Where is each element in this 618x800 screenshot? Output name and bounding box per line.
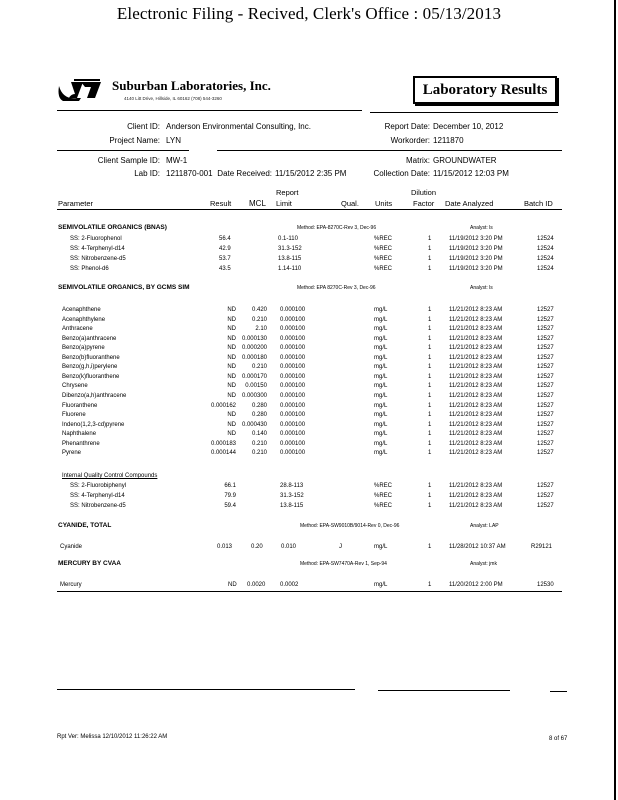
table-row [0, 403, 618, 413]
cell-parameter: Acenaphthylene [62, 316, 106, 323]
cell-parameter: Benzo(a)pyrene [62, 345, 105, 352]
cell-mcl: 0.280 [251, 412, 267, 419]
cell-parameter: Benzo(b)fluoranthene [62, 354, 120, 361]
cell-mcl: 0.00150 [245, 383, 267, 390]
cell-units: mg/L [374, 307, 388, 313]
cell-date: 11/21/2012 8:23 AM [449, 345, 503, 352]
cell-result: ND [227, 316, 236, 323]
client-sample-id-value: MW-1 [166, 156, 188, 165]
table-row [0, 393, 618, 403]
table-row [0, 441, 618, 451]
company-address: 4140 Litt Drive, Hillside, IL 60162 (708) 544-3260 [124, 96, 222, 101]
report-version: Rpt Ver: Melissa 12/10/2012 11:26:22 AM [57, 734, 168, 740]
col-mcl: MCL [249, 199, 266, 208]
cell-dil: 1 [428, 450, 432, 457]
cell-batch: 12527 [537, 412, 554, 419]
cell-units: mg/L [374, 421, 388, 428]
col-dilution-top: Dilution [411, 188, 437, 197]
table-row: SS: 2-Fluorophenol 56.4 0.1-110 %REC 1 11/19/2012 3:20 PM 12524 [70, 236, 554, 242]
cell-batch: 12527 [537, 345, 554, 352]
cell-units: mg/L [374, 440, 388, 447]
cell-dil: 1 [428, 503, 432, 509]
cell-parameter: Acenaphthene [62, 307, 101, 313]
cell-parameter: SS: 2-Fluorobiphenyl [70, 483, 127, 489]
table-row [0, 503, 618, 513]
cell-dil: 1 [428, 392, 432, 399]
section-title: MERCURY BY CVAA [58, 560, 121, 567]
section-header [0, 522, 618, 532]
cell-result: 0.000144 [210, 450, 236, 457]
cell-result: ND [227, 345, 236, 352]
cell-result: ND [227, 412, 236, 419]
cell-result: ND [227, 326, 236, 333]
table-end-rule [57, 591, 562, 592]
col-limit: Limit [276, 199, 292, 208]
cell-limit: 13.8-115 [280, 503, 304, 509]
table-row [0, 307, 618, 317]
page-number: 8 of 67 [549, 736, 568, 742]
cell-date: 11/21/2012 8:23 AM [449, 307, 503, 313]
cell-date: 11/21/2012 8:23 AM [449, 421, 503, 428]
cell-date: 11/21/2012 8:23 AM [449, 354, 503, 361]
info-rule [57, 150, 189, 151]
cell-mcl: 0.280 [251, 402, 267, 409]
cell-units: mg/L [374, 431, 388, 438]
cell-units: mg/L [374, 316, 388, 323]
report-date-label: Report Date: [384, 122, 430, 131]
cell-mcl: 0.210 [251, 316, 267, 323]
cell-mcl: 0.210 [251, 364, 267, 371]
col-date-analyzed: Date Analyzed [445, 199, 494, 208]
table-row [0, 383, 618, 393]
cell-batch: 12527 [537, 450, 554, 457]
cell-result: 0.000183 [210, 440, 236, 447]
cell-date: 11/21/2012 8:23 AM [449, 412, 503, 419]
header-rule-2 [370, 112, 558, 113]
cell-date: 11/21/2012 8:23 AM [449, 335, 503, 342]
table-row [0, 374, 618, 384]
cell-parameter: Benzo(a)anthracene [62, 335, 117, 342]
collection-date-value: 11/15/2012 12:03 PM [433, 169, 509, 178]
client-sample-id-label: Client Sample ID: [97, 156, 160, 165]
cell-batch: 12527 [537, 364, 554, 371]
cell-result: ND [227, 335, 236, 342]
cell-batch: 12527 [537, 354, 554, 361]
col-parameter: Parameter [58, 199, 94, 208]
project-name-label: Project Name: [109, 136, 160, 145]
project-name-value: LYN [166, 136, 181, 145]
cell-batch: 12527 [537, 493, 554, 499]
cell-dil: 1 [428, 335, 432, 342]
cell-limit: 0.000100 [280, 345, 306, 352]
cell-batch: 12527 [537, 421, 554, 428]
section-header [0, 560, 618, 570]
col-report-top: Report [276, 188, 299, 197]
cell-result: 59.4 [224, 503, 236, 509]
section-analyst: Analyst: ls [470, 225, 493, 231]
cell-batch: 12527 [537, 316, 554, 323]
cell-units: %REC [374, 503, 393, 509]
cell-limit: 0.000100 [280, 326, 306, 333]
cell-mcl: 2.10 [255, 326, 267, 333]
filing-stamp: Electronic Filing - Recived, Clerk's Office : 05/13/2013 [116, 4, 502, 23]
cell-result: 79.9 [224, 493, 236, 499]
cell-parameter: Fluorene [62, 412, 86, 419]
cell-dil: 1 [428, 364, 432, 371]
cell-mcl: 0.210 [251, 440, 267, 447]
cell-units: mg/L [374, 383, 388, 390]
cell-parameter: Dibenzo(a,h)anthracene [62, 392, 127, 399]
cell-limit: 0.000100 [280, 316, 306, 323]
cell-dil: 1 [428, 354, 432, 361]
client-id-value: Anderson Environmental Consulting, Inc. [166, 122, 311, 131]
col-qual: Qual. [341, 199, 359, 208]
cell-units: mg/L [374, 392, 388, 399]
cell-limit: 0.000100 [280, 354, 306, 361]
table-row [0, 355, 618, 365]
cell-dil: 1 [428, 373, 432, 380]
cell-limit: 0.000100 [280, 440, 306, 447]
signature-line [57, 689, 355, 690]
cell-dil: 1 [428, 483, 432, 489]
cell-date: 11/21/2012 8:23 AM [449, 383, 503, 390]
company-name: Suburban Laboratories, Inc. [112, 78, 271, 93]
cell-dil: 1 [428, 440, 432, 447]
cell-units: mg/L [374, 345, 388, 352]
cell-limit: 31.3-152 [280, 493, 304, 499]
cell-mcl: 0.000130 [241, 335, 267, 342]
cell-limit: 0.000100 [280, 373, 306, 380]
cell-batch: 12527 [537, 503, 554, 509]
qc-subheader: Internal Quality Control Compounds [62, 473, 158, 479]
cell-date: 11/21/2012 8:23 AM [449, 326, 503, 333]
cell-batch: 12527 [537, 392, 554, 399]
cell-batch: 12527 [537, 335, 554, 342]
cell-parameter: Anthracene [62, 326, 93, 333]
cell-limit: 0.000100 [280, 392, 306, 399]
section-method: Method: EPA-SW7470A-Rev 1, Sep-94 [300, 561, 387, 567]
cell-units: mg/L [374, 354, 388, 361]
cell-result: ND [227, 307, 236, 313]
table-row: SS: Nitrobenzene-d5 53.7 13.8-115 %REC 1 11/19/2012 3:20 PM 12524 [70, 256, 554, 262]
table-row: Cyanide 0.013 0.20 0.010 J mg/L 1 11/28/2012 10:37 AM R29121 [60, 544, 553, 550]
cell-parameter: Phenanthrene [62, 440, 100, 447]
cell-mcl: 0.000300 [241, 392, 267, 399]
table-row [0, 412, 618, 422]
table-row [0, 317, 618, 327]
col-batch-id: Batch ID [524, 199, 553, 208]
matrix-label: Matrix: [406, 156, 430, 165]
cell-date: 11/21/2012 8:23 AM [449, 364, 503, 371]
cell-dil: 1 [428, 383, 432, 390]
cell-units: mg/L [374, 364, 388, 371]
info-rule-2 [217, 150, 562, 151]
table-row [0, 336, 618, 346]
section-header [0, 284, 618, 294]
cell-dil: 1 [428, 345, 432, 352]
date-received-label: Date Received: [217, 169, 272, 178]
cell-date: 11/21/2012 8:23 AM [449, 316, 503, 323]
cell-limit: 0.000100 [280, 450, 306, 457]
cell-parameter: Naphthalene [62, 431, 97, 438]
cell-date: 11/21/2012 8:23 AM [449, 402, 503, 409]
cell-result: ND [227, 392, 236, 399]
cell-result: ND [227, 383, 236, 390]
cell-result: ND [227, 373, 236, 380]
report-date-value: December 10, 2012 [433, 122, 504, 131]
signature-line-3 [550, 691, 567, 692]
cell-batch: 12527 [537, 326, 554, 333]
section-title: SEMIVOLATILE ORGANICS, BY GCMS SIM [58, 284, 190, 291]
table-row [0, 345, 618, 355]
cell-date: 11/21/2012 8:23 AM [449, 483, 503, 489]
cell-limit: 0.000100 [280, 335, 306, 342]
signature-line-2 [378, 690, 510, 691]
date-received-value: 11/15/2012 2:35 PM [275, 169, 347, 178]
cell-mcl: 0.420 [251, 307, 267, 313]
cell-limit: 0.000100 [280, 307, 306, 313]
section-title: CYANIDE, TOTAL [58, 522, 112, 529]
cell-dil: 1 [428, 307, 432, 313]
cell-date: 11/21/2012 8:23 AM [449, 493, 503, 499]
cell-units: mg/L [374, 412, 388, 419]
cell-mcl: 0.140 [251, 431, 267, 438]
section-method: Method: EPA-8270C-Rev 3, Dec-96 [297, 225, 377, 231]
cell-units: %REC [374, 493, 393, 499]
cell-date: 11/21/2012 8:23 AM [449, 440, 503, 447]
table-row [0, 483, 618, 493]
section-title: SEMIVOLATILE ORGANICS (BNAS) [58, 224, 167, 231]
cell-dil: 1 [428, 493, 432, 499]
cell-result: 0.000162 [210, 402, 236, 409]
cell-units: mg/L [374, 450, 388, 457]
cell-result: ND [227, 431, 236, 438]
cell-result: ND [227, 354, 236, 361]
cell-batch: 12527 [537, 440, 554, 447]
cell-parameter: Fluoranthene [62, 402, 98, 409]
matrix-value: GROUNDWATER [433, 156, 497, 165]
cell-dil: 1 [428, 316, 432, 323]
cell-parameter: SS: Nitrobenzene-d5 [70, 503, 126, 509]
collection-date-label: Collection Date: [373, 169, 430, 178]
table-row [0, 364, 618, 374]
client-id-label: Client ID: [127, 122, 160, 131]
cell-parameter: Benzo(k)fluoranthene [62, 373, 120, 380]
cell-mcl: 0.000430 [241, 421, 267, 428]
cell-units: mg/L [374, 326, 388, 333]
section-analyst: Analyst: LAP [470, 523, 499, 529]
document-title: Laboratory Results [413, 76, 557, 104]
table-row [0, 493, 618, 503]
cell-date: 11/21/2012 8:23 AM [449, 431, 503, 438]
cell-limit: 0.000100 [280, 383, 306, 390]
header-rule [57, 110, 362, 111]
section-method: Method: EPA-SW9010B/9014-Rev 0, Dec-96 [300, 523, 400, 529]
cell-limit: 0.000100 [280, 421, 306, 428]
cell-batch: 12527 [537, 307, 554, 313]
table-row [0, 422, 618, 432]
table-row: Mercury ND 0.0020 0.0002 mg/L 1 11/20/2012 2:00 PM 12530 [60, 582, 554, 588]
cell-dil: 1 [428, 421, 432, 428]
cell-batch: 12527 [537, 483, 554, 489]
cell-date: 11/21/2012 8:23 AM [449, 392, 503, 399]
cell-limit: 0.000100 [280, 412, 306, 419]
workorder-label: Workorder: [390, 136, 430, 145]
cell-parameter: Benzo(g,h,i)perylene [62, 364, 118, 371]
cell-units: mg/L [374, 373, 388, 380]
cell-batch: 12527 [537, 383, 554, 390]
cell-batch: 12527 [537, 373, 554, 380]
table-row [0, 326, 618, 336]
cell-result: ND [227, 364, 236, 371]
cell-limit: 0.000100 [280, 431, 306, 438]
cell-units: mg/L [374, 402, 388, 409]
cell-limit: 28.8-113 [280, 483, 304, 489]
cell-mcl: 0.000180 [241, 354, 267, 361]
cell-mcl: 0.000200 [241, 345, 267, 352]
lab-id-value: 1211870-001 [166, 169, 213, 178]
cell-units: %REC [374, 483, 393, 489]
cell-result: 66.1 [224, 483, 236, 489]
col-units: Units [375, 199, 393, 208]
col-dilution: Factor [413, 199, 435, 208]
cell-dil: 1 [428, 326, 432, 333]
cell-batch: 12527 [537, 402, 554, 409]
cell-limit: 0.000100 [280, 402, 306, 409]
cell-batch: 12527 [537, 431, 554, 438]
cell-limit: 0.000100 [280, 364, 306, 371]
col-result: Result [210, 199, 232, 208]
section-header [0, 224, 618, 234]
cell-mcl: 0.000170 [241, 373, 267, 380]
cell-parameter: Chrysene [62, 383, 88, 390]
workorder-value: 1211870 [433, 136, 464, 145]
table-row: SS: Phenol-d6 43.5 1.14-110 %REC 1 11/19/2012 3:20 PM 12524 [70, 266, 554, 272]
cell-parameter: Pyrene [62, 450, 82, 457]
cell-date: 11/21/2012 8:23 AM [449, 373, 503, 380]
section-analyst: Analyst: ls [470, 285, 493, 291]
cell-date: 11/21/2012 8:23 AM [449, 503, 503, 509]
cell-result: ND [227, 421, 236, 428]
company-logo-icon [57, 78, 101, 102]
cell-dil: 1 [428, 402, 432, 409]
cell-mcl: 0.210 [251, 450, 267, 457]
cell-units: mg/L [374, 335, 388, 342]
section-method: Method: EPA 8270C-Rev 3, Dec-96 [297, 285, 376, 291]
cell-parameter: Indeno(1,2,3-cd)pyrene [62, 421, 125, 428]
table-row [0, 431, 618, 441]
section-analyst: Analyst: jmk [470, 561, 497, 567]
cell-parameter: SS: 4-Terphenyl-d14 [70, 493, 125, 499]
cell-date: 11/21/2012 8:23 AM [449, 450, 503, 457]
table-row [0, 450, 618, 460]
table-row: SS: 4-Terphenyl-d14 42.9 31.3-152 %REC 1 11/19/2012 3:20 PM 12524 [70, 246, 554, 252]
table-header-rule [57, 209, 562, 210]
cell-dil: 1 [428, 412, 432, 419]
lab-id-label: Lab ID: [134, 169, 160, 178]
cell-dil: 1 [428, 431, 432, 438]
